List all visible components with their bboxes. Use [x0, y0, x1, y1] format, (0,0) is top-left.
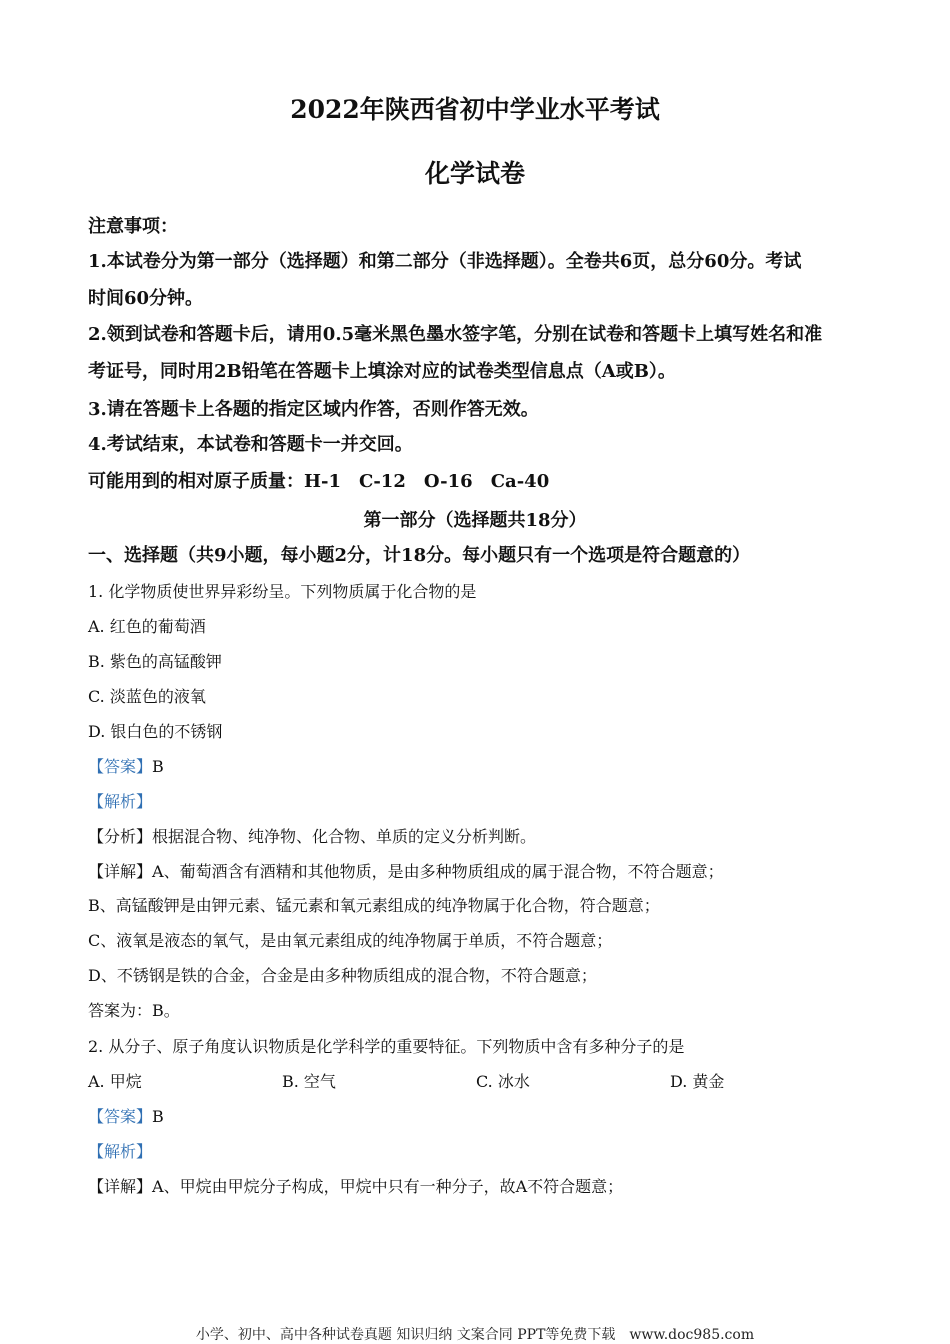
note-4: 4.考试结束，本试卷和答题卡一并交回。 [88, 434, 413, 455]
q2-detail-a [88, 1174, 623, 1197]
note-2-line-2: 考证号，同时用2B铅笔在答题卡上填涂对应的试卷类型信息点（A或B）。 [88, 361, 676, 382]
q2-option-d: D. 黄金 [670, 1072, 725, 1091]
q1-detail-b: B、高锰酸钾是由钾元素、锰元素和氧元素组成的纯净物属于化合物，符合题意； [88, 896, 660, 915]
detail-tag: 【详解】 [88, 1177, 153, 1196]
q2-stem: 2. 从分子、原子角度认识物质是化学科学的重要特征。下列物质中含有多种分子的是 [88, 1037, 685, 1056]
detail-text: A、葡萄酒含有酒精和其他物质，是由多种物质组成的属于混合物，不符合题意； [152, 862, 724, 881]
q2-analysis-tag: 【解析】 [88, 1142, 153, 1161]
q2-option-a: A. 甲烷 [88, 1072, 142, 1091]
answer-value: B [152, 757, 164, 776]
q2-option-c: C. 冰水 [476, 1072, 530, 1091]
detail-tag: 【详解】 [88, 862, 153, 881]
notes-heading: 注意事项： [88, 216, 178, 237]
detail-text: A、甲烷由甲烷分子构成，甲烷中只有一种分子，故A不符合题意； [152, 1177, 624, 1196]
q1-option-a: A. 红色的葡萄酒 [88, 617, 206, 636]
note-1-line-1: 1.本试卷分为第一部分（选择题）和第二部分（非选择题）。全卷共6页，总分60分。考试 [88, 251, 802, 272]
part-1-heading: 第一部分（选择题共18分） [363, 510, 587, 531]
q1-detail-a [88, 859, 724, 882]
atomic-masses: 可能用到的相对原子质量：H-1 C-12 O-16 Ca-40 [88, 471, 550, 492]
note-3: 3.请在答题卡上各题的指定区域内作答，否则作答无效。 [88, 399, 539, 420]
answer-value: B [152, 1107, 164, 1126]
fenxi-text: 根据混合物、纯净物、化合物、单质的定义分析判断。 [152, 827, 537, 846]
q1-option-c: C. 淡蓝色的液氧 [88, 687, 206, 706]
fenxi-tag: 【分析】 [88, 827, 153, 846]
q1-option-b: B. 紫色的高锰酸钾 [88, 652, 222, 671]
exam-subtitle: 化学试卷 [424, 159, 525, 188]
q2-option-b: B. 空气 [282, 1072, 336, 1091]
answer-tag: 【答案】 [88, 1107, 153, 1126]
q1-fenxi [88, 824, 536, 847]
q1-option-d: D. 银白色的不锈钢 [88, 722, 223, 741]
q1-answer [88, 754, 164, 777]
exam-title: 2022年陕西省初中学业水平考试 [290, 95, 660, 124]
q1-final-answer: 答案为：B。 [88, 1001, 180, 1020]
q1-detail-d: D、不锈钢是铁的合金，合金是由多种物质组成的混合物，不符合题意； [88, 966, 597, 985]
section-1-heading: 一、选择题（共9小题，每小题2分，计18分。每小题只有一个选项是符合题意的） [88, 545, 751, 566]
footer-text: 小学、初中、高中各种试卷真题 知识归纳 文案合同 PPT等免费下载 www.doc985.com [195, 1327, 755, 1343]
note-2-line-1: 2.领到试卷和答题卡后，请用0.5毫米黑色墨水签字笔，分别在试卷和答题卡上填写姓名和准 [88, 324, 823, 345]
q1-analysis-tag: 【解析】 [88, 792, 153, 811]
q1-stem: 1. 化学物质使世界异彩纷呈。下列物质属于化合物的是 [88, 582, 477, 601]
answer-tag: 【答案】 [88, 757, 153, 776]
note-1-line-2: 时间60分钟。 [88, 288, 204, 309]
q1-detail-c: C、液氧是液态的氧气，是由氧元素组成的纯净物属于单质，不符合题意； [88, 931, 613, 950]
q2-answer [88, 1104, 164, 1127]
